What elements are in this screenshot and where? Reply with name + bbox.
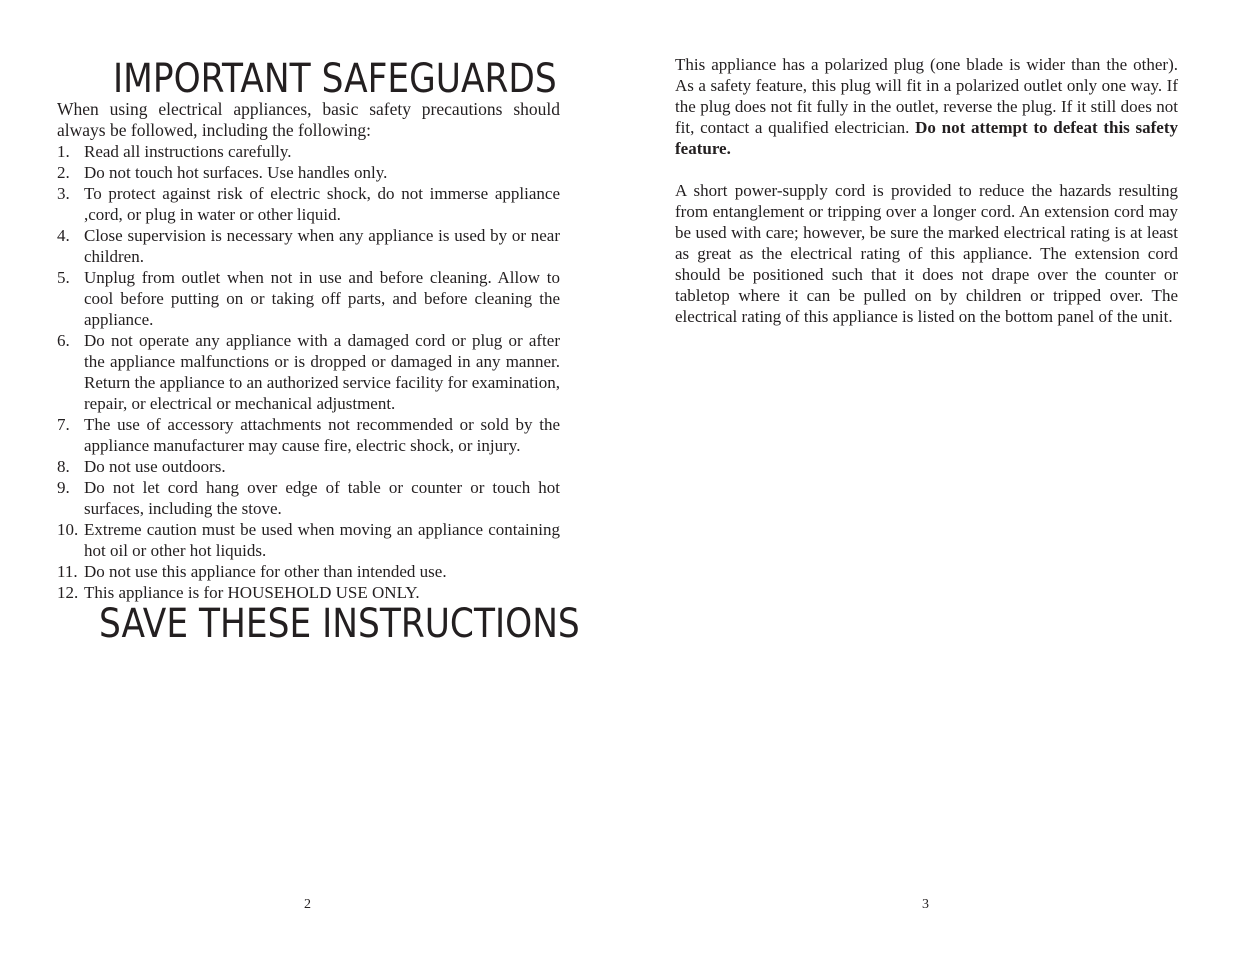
closing-heading: SAVE THESE INSTRUCTIONS: [99, 601, 580, 647]
page-number-left: 2: [304, 897, 311, 912]
list-item: [57, 330, 560, 414]
right-page: [617, 0, 1235, 954]
safeguard-list: [57, 141, 560, 603]
list-item: [57, 267, 560, 330]
list-item: [57, 582, 560, 603]
page-title: IMPORTANT SAFEGUARDS: [113, 56, 557, 102]
list-item-text: Do not touch hot surfaces. Use handles only.: [84, 163, 388, 182]
list-item: [57, 477, 560, 519]
list-item-text: This appliance is for HOUSEHOLD USE ONLY.: [84, 583, 420, 602]
list-item: [57, 162, 560, 183]
list-item: [57, 519, 560, 561]
list-item-number: 5.: [57, 268, 70, 287]
list-item-number: 12.: [57, 583, 79, 602]
list-item-number: 10.: [57, 520, 79, 539]
list-item: [57, 183, 560, 225]
list-item-text: Do not operate any appliance with a damaged cord or plug or after the appliance malfunctions or is dropped or damaged in any manner. Return the appliance to an authorized service facility for examination, repair, or electrical or mechanical adjustment.: [84, 331, 560, 413]
list-item-number: 4.: [57, 226, 70, 245]
list-item-text: Close supervision is necessary when any appliance is used by or near children.: [84, 226, 560, 266]
intro-text: When using electrical appliances, basic safety precautions should always be followed, including the following:: [57, 99, 560, 140]
list-item-text: Read all instructions carefully.: [84, 142, 292, 161]
plug-warning-text: Do not attempt to defeat this safety feature.: [675, 118, 1179, 158]
list-item-text: Do not use this appliance for other than intended use.: [84, 562, 447, 581]
polarized-plug-paragraph: [675, 54, 1178, 159]
list-item-number: 1.: [57, 142, 70, 161]
list-item-number: 3.: [57, 184, 70, 203]
list-item-number: 11.: [57, 562, 78, 581]
list-item-text: Unplug from outlet when not in use and before cleaning. Allow to cool before putting on or taking off parts, and before cleaning the appliance.: [84, 268, 560, 329]
list-item-number: 6.: [57, 331, 70, 350]
list-item-text: To protect against risk of electric shock, do not immerse appliance ,cord, or plug in water or other liquid.: [84, 184, 560, 224]
page-number-right: 3: [922, 897, 929, 912]
power-cord-paragraph: A short power-supply cord is provided to reduce the hazards resulting from entanglement or tripping over a longer cord. An extension cord may be used with care; however, be sure the marked electrical rating is at least as great as the electrical rating of this appliance. The extension cord should be positioned such that it does not drape over the counter or tabletop where it can be pulled on by children or tripped over. The electrical rating of this appliance is listed on the bottom panel of the unit.: [675, 181, 1178, 326]
list-item: [57, 414, 560, 456]
plug-paragraph-text: This appliance has a polarized plug (one blade is wider than the other). As a safety feature, this plug will fit in a polarized outlet only one way. If the plug does not fit fully in the outlet, reverse the plug. If it still does not fit, contact a qualified electrician.: [675, 55, 1178, 137]
list-item-text: Do not use outdoors.: [84, 457, 226, 476]
list-item: [57, 225, 560, 267]
list-item-text: Extreme caution must be used when moving an appliance containing hot oil or other hot liquids.: [84, 520, 560, 560]
list-item-number: 8.: [57, 457, 70, 476]
list-item-number: 9.: [57, 478, 70, 497]
list-item-text: The use of accessory attachments not recommended or sold by the appliance manufacturer may cause fire, electric shock, or injury.: [84, 415, 560, 455]
list-item: [57, 456, 560, 477]
list-item-number: 7.: [57, 415, 70, 434]
list-item-number: 2.: [57, 163, 70, 182]
list-item: [57, 561, 560, 582]
list-item-text: Do not let cord hang over edge of table or counter or touch hot surfaces, including the stove.: [84, 478, 560, 518]
list-item: [57, 141, 560, 162]
left-page: [0, 0, 617, 954]
